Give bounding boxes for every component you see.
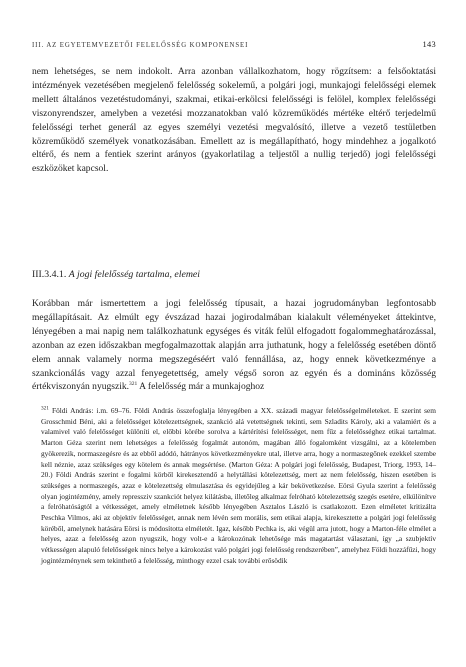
section-heading-number: III.3.4.1. — [32, 269, 67, 280]
footnote-number: 321 — [41, 405, 49, 412]
paragraph-body-text: Korábban már ismertettem a jogi felelősség típusait, a hazai jogrudományban legfontosabb megállapításait. Az elmúlt egy évszázad hazai jogirodalmában kialakult véleményeket áttekintve, lényegében a mai napig nem találkozhatunk egységes és viták felül elfogadott fogalommeghatározással, azonban az ezen időszakban megfogalmazottak alapján arra juthatunk, hogy a felelősség esetében döntő elem annak valamely norma megszegéséért való fennállása, az, hogy ennek következménye a szankcionálás vagy azzal fenyegetettség, amely végső soron az egyén és a domináns közösség értékviszonyán nyugszik. — [32, 298, 436, 393]
section-heading — [32, 269, 200, 280]
footnote-text: Földi András: i.m. 69–76. Földi András összefoglalja lényegében a XX. századi magyar felelősségelméleteket. E szerint sem Grosschmid Béni, aki a felelősséget kötelezettségnek, szankció alá vetettségnek tekinti, sem Szladits Károly, aki a valamiért és a valamivel való felelősséget különíti el, előbbi körébe sorolva a kártérítési felelősséget, nem fűz a felelősséghez etikai tartalmat. Marton Géza szerint nem lehetséges a felelősség fogalmát autonóm, magában álló fogalomként vizsgálni, az a kötelemben gyökerezik, normaszegésre és az ebből adódó, hátrányos következményekre utal, illetve arra, hogy a normaszegőnek ezekkel szembe kell néznie, azaz szükséges egy kötelem és annak megsértése. (Marton Géza: A polgári jogi felelősség, Budapest, Triorg, 1993, 14–20.) Földi András szerint e fogalmi körből kirekesztendő a helytállási kötelezettség, mert az nem felelősség, hiszen esetében is szükséges a normaszegés, azaz e kötelezettség elmulasztása és egyidejűleg a kár bekövetkezése. Eörsi Gyula szerint a felelősség olyan jogintézmény, amely repressziv szankciót helyez kilátásba, illetőleg alkalmaz felróható kötelezettség szegés esetére, elkülönítve a felróhatóságtól a vétkességet, amely elméletnek később lényegében Asztalos László is csatlakozott. Ezen elméletet kritizálta Peschka Vilmos, aki az objektív felelősséget, annak nem lévén sem morális, sem etikai alapja, kirekesztette a polgári jogi felelősség köréből, amelynek hatására Eörsi is módosította elméletét. Igaz, később Pechka is, aki végül arra jutott, hogy a Marton-féle elmélet a helyes, azaz a felelősség azon nyugszik, hogy volt-e a károkozónak lehetősége más magatartást választani, így „a szubjektív vétkességen alapuló felelősségek nincs helye a károkozást való polgári jogi felelősség rendszerében”, amelyhez Földi hozzáfűzi, hogy jogintézménynek sem tekinthető a felelősség, minthogy ezzel csak további erősödik — [41, 406, 436, 565]
running-head-title: III. AZ EGYETEMVEZETŐI FELELŐSSÉG KOMPONENSEI — [32, 42, 249, 49]
paragraph-body — [32, 297, 436, 394]
page-number: 143 — [422, 40, 436, 49]
footnote — [41, 406, 436, 567]
running-head — [32, 40, 436, 54]
paragraph-body-tail: A felelősség már a munkajoghoz — [137, 381, 265, 393]
section-heading-title: A jogi felelősség tartalma, elemei — [68, 269, 200, 280]
footnote-reference[interactable]: 321 — [129, 381, 138, 388]
paragraph-continuation: nem lehetséges, se nem indokolt. Arra azonban vállalkozhatom, hogy rögzítsem: a felsőoktatási intézmények vezetésében megjelenő felelősség sokelemű, a polgári jogi, munkajogi felelősségi elemek mellett általános vezetéstudományi, szakmai, etikai-erkölcsi felelősségi is felölel, komplex felelősségi viszonyrendszer, amelyben a vezetési mozzanatokban való közreműködés mértéke eltérő terjedelmű felelősségi terhet generál az egyes személyi vezetési megvalósító, illetve a vezető testületben közreműködő személyek vonatkozásában. Emellett az is megállapítható, hogy mindehhez a jogalkotó eltérő, és nem a fentiek szerint arányos (gyakorlatilag a teljestől a nullig terjedő) jogi felelősségi eszközöket kapcsol. — [32, 66, 436, 175]
